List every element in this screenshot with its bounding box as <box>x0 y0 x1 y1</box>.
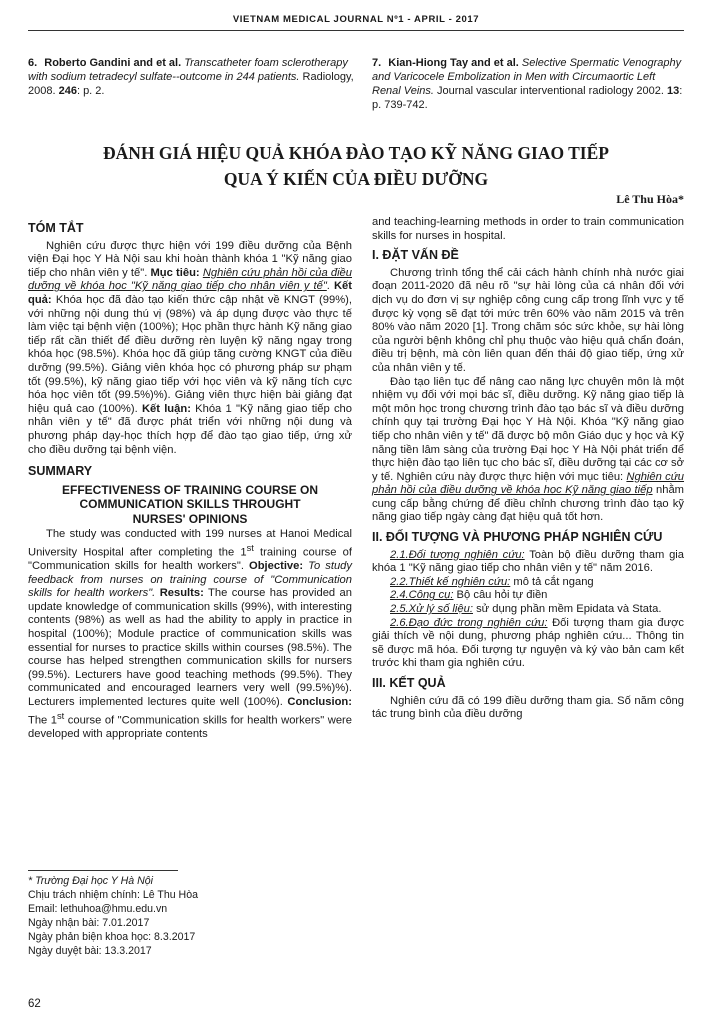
abstract-en-paragraph <box>28 528 352 741</box>
ordinal-suffix: st <box>246 542 254 553</box>
header-rule <box>28 30 684 31</box>
objective-text: To study feedback from nurses on training course of "Communication skills for health workers". <box>28 560 352 600</box>
footnote-reviewed: Ngày phản biện khoa học: 8.3.2017 <box>28 931 196 943</box>
footnote-received: Ngày nhận bài: 7.01.2017 <box>28 917 150 929</box>
section-2-heading: II. ĐỐI TƯỢNG VÀ PHƯƠNG PHÁP NGHIÊN CỨU <box>372 530 663 545</box>
reference-pages: : p. 2. <box>76 85 105 97</box>
subsection-text: Toàn bộ điều dưỡng tham gia khóa 1 "Kỹ năng giao tiếp cho nhân viên y tế" năm 2016. <box>372 548 685 575</box>
subsection-label: 2.5.Xử lý số liệu: <box>390 603 473 616</box>
reference-authors: Kian-Hiong Tay and et al. <box>388 57 519 69</box>
reference-source: Journal vascular interventional radiology 2002. <box>433 85 667 97</box>
reference-number: 7. <box>372 57 382 69</box>
reference-pages: : p. 739-742. <box>372 85 683 111</box>
section-text: nhằm cung cấp bằng chứng để điều chỉnh chương trình đào tạo kỹ năng giao tiếp ngày càng đạt hiệu quả tốt hơn. <box>372 484 684 524</box>
subsection-text: Bộ câu hỏi tự điền <box>453 589 548 602</box>
left-column <box>28 216 352 742</box>
reference-title: Selective Spermatic Venography and Varicocele Embolization in Men with Circumaortic Left Renal Veins. <box>372 57 682 97</box>
reference-number: 6. <box>28 57 38 69</box>
summary-title-line: NURSES' OPINIONS <box>132 511 248 526</box>
results-text: Khóa học đã đào tạo kiến thức cập nhật về KNGT (99%), với những nội dung thú vị (98%) và áp dụng được vào thực tế làm việc tại bệnh viện (100%); Học phần thực hành Kỹ năng giao tiếp rất cần thiết để điều dưỡng rèn luyện kỹ năng ngay trong khóa học (98.5%). Khóa học đã giúp tăng cường KNGT của điều dưỡng (99.5%). Giảng viên khóa học có phương pháp sư phạm tốt (99.5%), kỹ năng giao tiếp với học viên và kỹ năng tích cực hóa học viên tốt (99.5%)%). Giảng viên thực hiện bài giảng đạt hiệu quả cao (100%). <box>28 293 352 415</box>
footnote-accepted: Ngày duyệt bài: 13.3.2017 <box>28 945 152 957</box>
section-1-heading: I. ĐẶT VẤN ĐỀ <box>372 248 459 263</box>
subsection-label: 2.4.Công cụ: <box>390 589 454 602</box>
subsection-2-1 <box>372 549 684 576</box>
study-objective: Nghiên cứu phản hồi của điều dưỡng về khóa học Kỹ năng giao tiếp <box>372 470 685 497</box>
section-text: Đào tạo liên tục để nâng cao năng lực chuyên môn là một nhiệm vụ đối với mọi bác sĩ, điều dưỡng. Kỹ năng giao tiếp là một môn học trong chương trình đào tạo bác sĩ và điều dưỡng chính quy tại trường Đại học Y Hà Nội. Khóa "Kỹ năng giao tiếp cho nhân viên y tế" đã được bộ môn Giáo dục y học và Kỹ năng tiền lâm sàng của trường Đại học Y Hà Nội phát triển để thực hiện đào tạo liên tục cho bác sĩ, điều dưỡng tại các cơ sở y tế. Nghiên cứu này được thực hiện với mục tiêu: <box>372 375 684 483</box>
results-label: Results: <box>159 587 204 600</box>
objective-label: Mục tiêu: <box>150 266 200 279</box>
objective-label: Objective: <box>249 560 304 573</box>
footnote-affiliation: * Trường Đại học Y Hà Nội <box>28 875 153 887</box>
conclusion-text: course of "Communication skills for health workers" were developed with appropriate contents <box>28 714 352 740</box>
article-author: Lê Thu Hòa* <box>616 192 684 206</box>
right-column <box>372 216 684 722</box>
subsection-label: 2.1.Đối tượng nghiên cứu: <box>390 548 525 561</box>
section-1-paragraph: Chương trình tổng thể cải cách hành chính nhà nước giai đoạn 2011-2020 đã nêu rõ "sự hài lòng của cá nhân đối với dịch vụ do đơn vị sự nghiệp công cung cấp trong lĩnh vực y tế được kỳ vọng sẽ đạt tới mức trên 60% vào năm 2015 và trên 80% vào năm 2020 [1]. Trong chăm sóc sức khỏe, sự hài lòng của người bệnh không chỉ phụ thuộc vào hiệu quả chẩn đoán, điều trị bệnh, mà còn liên quan đến thái độ giao tiếp, ứng xử của nhân viên y tế. <box>372 266 684 374</box>
reference-6 <box>28 56 354 98</box>
reference-volume: 246 <box>58 85 77 97</box>
reference-volume: 13 <box>666 85 680 97</box>
summary-title <box>28 483 352 527</box>
article-title <box>40 140 672 192</box>
conclusion-text: The 1 <box>28 714 57 727</box>
subsection-2-5 <box>372 603 684 617</box>
abstract-text: The study was conducted with 199 nurses at Hanoi Medical University Hospital after completing the 1 <box>28 528 352 559</box>
reference-7 <box>372 56 684 112</box>
footnote <box>28 870 348 958</box>
reference-source: Radiology, 2008. <box>28 71 354 97</box>
subsection-2-4 <box>372 589 684 603</box>
conclusion-label: Kết luận: <box>141 402 191 415</box>
page-number: 62 <box>28 998 41 1010</box>
subsection-2-6 <box>372 617 684 671</box>
summary-title-line: EFFECTIVENESS OF TRAINING COURSE ON <box>61 482 319 497</box>
subsection-text: mô tả cắt ngang <box>510 575 594 588</box>
subsection-label: 2.6.Đạo đức trong nghiên cứu: <box>390 616 548 629</box>
subsection-text: Đối tượng tham gia được giải thích về nội dung, phương pháp nghiên cứu... Thông tin sẽ được mã hóa. Đối tượng tự nguyện và ký vào bản cam kết trước khi tham gia nghiên cứu. <box>372 616 684 670</box>
abstract-vi-paragraph: Nghiên cứu được thực hiện với 199 điều dưỡng của Bệnh viện Đại học Y Hà Nội sau khi hoàn thành khóa 1 "Kỹ năng giao tiếp cho nhân viên y tế". Mục tiêu: Nghiên cứu phản hồi của điều dưỡng về khóa học "Kỹ năng giao tiếp cho nhân viên y tế". Kết quả: Khóa học đã đào tạo kiến thức cập nhật về KNGT (99%), với những nội dung thú vị (98%) và áp dụng được vào thực tế làm việc tại bệnh viện (100%); Học phần thực hành Kỹ năng giao tiếp rất cần thiết để điều dưỡng rèn luyện kỹ năng ngay trong khóa học (98.5%). Khóa học đã giúp tăng cường KNGT của điều dưỡng (99.5%). Giảng viên khóa học có phương pháp sư phạm tốt (99.5%), kỹ năng giao tiếp với học viên và kỹ năng tích cực hóa học viên tốt (99.5%)%). Giảng viên thực hiện bài giảng đạt hiệu quả cao (100%). Kết luận: Khóa 1 "Kỹ năng giao tiếp cho nhân viên y tế" đã được phát triển với những nội dung và phương pháp dạy-học thích hợp để đào tạo giao tiếp, ứng xử cho điều dưỡng tại bệnh viện. <box>28 239 353 456</box>
section-1-paragraph <box>372 376 684 526</box>
summary-heading: SUMMARY <box>28 464 93 479</box>
abstract-vi-heading: TÓM TẮT <box>28 221 84 235</box>
footnote-responsible: Chịu trách nhiệm chính: Lê Thu Hòa <box>28 889 198 901</box>
subsection-text: sử dụng phần mềm Epidata và Stata. <box>472 603 662 616</box>
journal-header: VIETNAM MEDICAL JOURNAL Nº1 - APRIL - 2017 <box>232 14 480 25</box>
conclusion-text: Khóa 1 "Kỹ năng giao tiếp cho nhân viên y tế" đã được phát triển với những nội dung và phương pháp dạy-học thích hợp để đào tạo giao tiếp, ứng xử cho điều dưỡng tại bệnh viện. <box>28 402 353 456</box>
subsection-2-2 <box>372 576 684 590</box>
reference-authors: Roberto Gandini and et al. <box>44 57 182 69</box>
section-3-paragraph: Nghiên cứu đã có 199 điều dưỡng tham gia. Số năm công tác trung bình của điều dưỡng <box>372 694 684 721</box>
abstract-text: training course of "Communication skills for health workers". <box>28 546 352 573</box>
article-title-line: ĐÁNH GIÁ HIỆU QUẢ KHÓA ĐÀO TẠO KỸ NĂNG GIAO TIẾP <box>103 143 609 163</box>
summary-title-line: COMMUNICATION SKILLS THROUGHT <box>79 497 301 512</box>
subsection-label: 2.2.Thiết kế nghiên cứu: <box>390 575 511 588</box>
ordinal-suffix: st <box>57 710 65 721</box>
conclusion-label: Conclusion: <box>287 696 352 709</box>
summary-continuation: and teaching-learning methods in order to train communication skills for nurses in hospital. <box>372 216 684 242</box>
objective-text: Nghiên cứu phản hồi của điều dưỡng về khóa học "Kỹ năng giao tiếp cho nhân viên y tế" <box>28 266 352 293</box>
reference-title: Transcatheter foam sclerotherapy with sodium tetradecyl sulfate--outcome in 244 patients. <box>28 57 348 83</box>
results-label: Kết quả: <box>28 280 352 306</box>
article-title-line: QUA Ý KIẾN CỦA ĐIỀU DƯỠNG <box>223 169 489 189</box>
abstract-text: Nghiên cứu được thực hiện với 199 điều dưỡng của Bệnh viện Đại học Y Hà Nội sau khi hoàn thành khóa 1 "Kỹ năng giao tiếp cho nhân viên y tế". <box>28 239 352 279</box>
results-text: The course has provided an update knowledge of communication skills (99%), with interesting contents (98%) as well as had the ability to apply in practice in hospital (100%); Module practice of communication skills was essential for nurses to practice skills within courses (98.5%). The course has helped strengthen communication skills for nursers (99.5%). Lecturers have good teaching methods (99.5%). They communicated and encouraged learners very well (99.5%)%). Lecturers implemented lectures quite well (100%). <box>28 587 352 709</box>
footnote-email: Email: lethuhoa@hmu.edu.vn <box>28 903 168 915</box>
footnote-rule <box>28 870 178 871</box>
section-3-heading: III. KẾT QUẢ <box>372 676 446 690</box>
